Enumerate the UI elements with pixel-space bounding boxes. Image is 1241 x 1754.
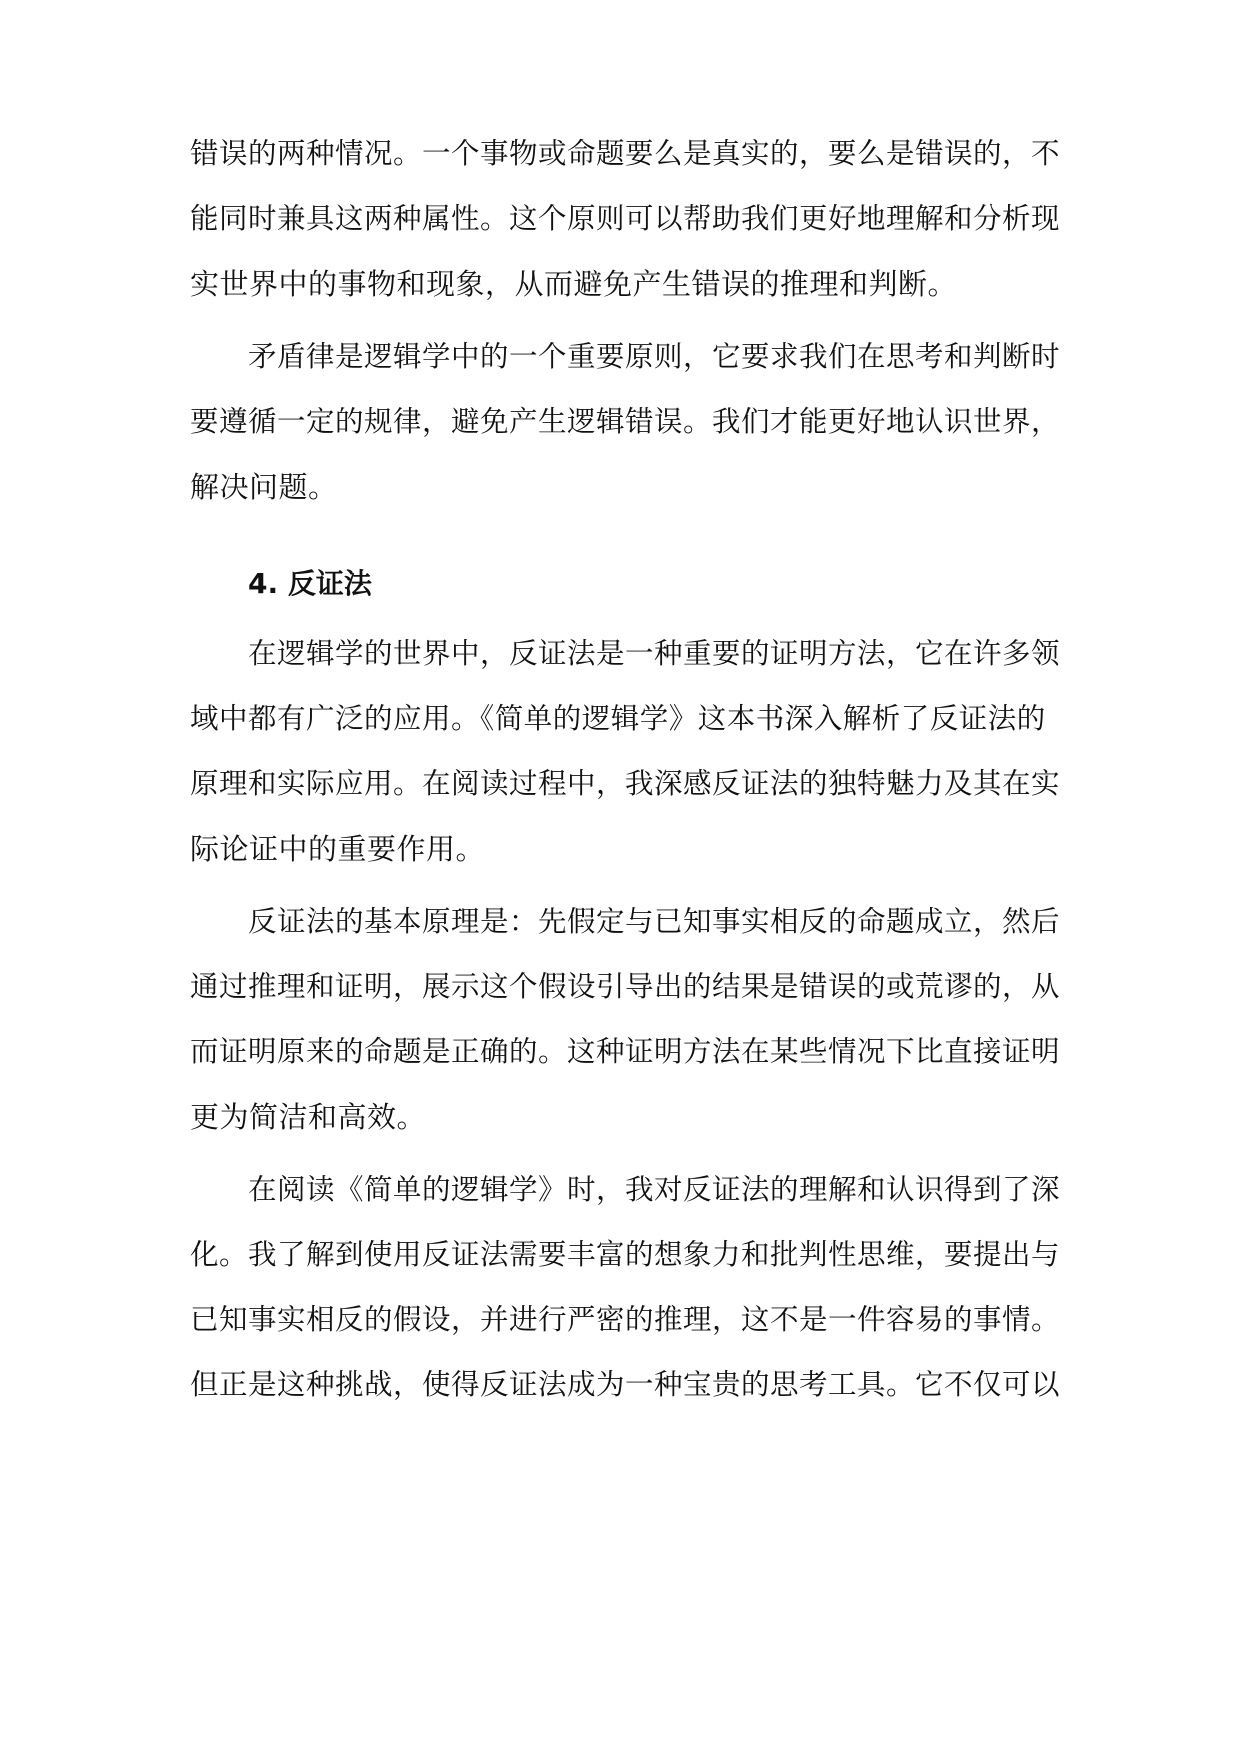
paragraph-line: 要遵循一定的规律，避免产生逻辑错误。我们才能更好地认识世界，	[190, 405, 1061, 438]
section-heading: 4. 反证法	[248, 567, 372, 600]
paragraph-line: 能同时兼具这两种属性。这个原则可以帮助我们更好地理解和分析现	[190, 202, 1061, 235]
paragraph-line: 域中都有广泛的应用。《简单的逻辑学》这本书深入解析了反证法的	[190, 702, 1046, 735]
paragraph-line: 反证法的基本原理是：先假定与已知事实相反的命题成立，然后	[248, 905, 1061, 938]
paragraph-line: 通过推理和证明，展示这个假设引导出的结果是错误的或荒谬的，从	[190, 970, 1061, 1003]
paragraph-line: 在阅读《简单的逻辑学》时，我对反证法的理解和认识得到了深	[248, 1173, 1061, 1206]
paragraph-line: 更为简洁和高效。	[190, 1100, 427, 1134]
paragraph-line: 在逻辑学的世界中，反证法是一种重要的证明方法，它在许多领	[248, 637, 1061, 670]
paragraph-line: 原理和实际应用。在阅读过程中，我深感反证法的独特魅力及其在实	[190, 767, 1061, 800]
paragraph-line: 实世界中的事物和现象，从而避免产生错误的推理和判断。	[190, 267, 958, 301]
paragraph-line: 化。我了解到使用反证法需要丰富的想象力和批判性思维，要提出与	[190, 1238, 1061, 1271]
paragraph-line: 错误的两种情况。一个事物或命题要么是真实的，要么是错误的，不	[190, 137, 1061, 170]
paragraph-line: 已知事实相反的假设，并进行严密的推理，这不是一件容易的事情。	[190, 1303, 1061, 1336]
paragraph-line: 而证明原来的命题是正确的。这种证明方法在某些情况下比直接证明	[190, 1035, 1061, 1068]
paragraph-line: 解决问题。	[190, 470, 338, 504]
paragraph-line: 矛盾律是逻辑学中的一个重要原则，它要求我们在思考和判断时	[248, 340, 1061, 373]
paragraph-line: 但正是这种挑战，使得反证法成为一种宝贵的思考工具。它不仅可以	[190, 1368, 1061, 1401]
paragraph-line: 际论证中的重要作用。	[190, 832, 486, 866]
